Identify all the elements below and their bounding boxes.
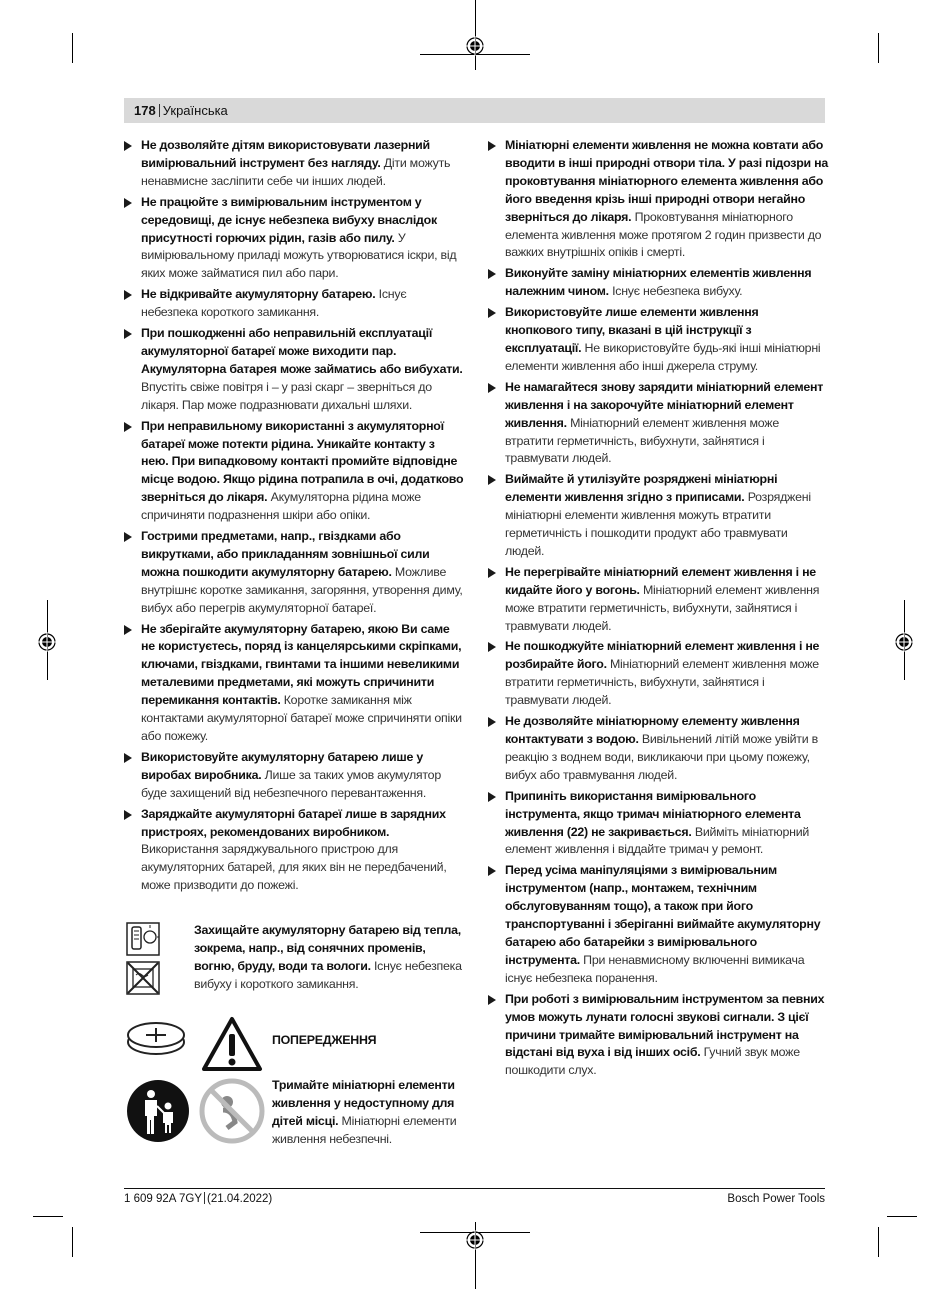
safety-item [124,194,464,284]
safety-item-normal: Мініатюрний елемент живлення може втратити герметичність, вибухнути, зайнятися і травмувати людей. [505,657,819,708]
bullet-arrow-icon [124,422,132,432]
bullet-arrow-icon [124,532,132,542]
safety-item [488,788,828,860]
battery-protect-normal: Існує небезпека вибуху і короткого замикання. [194,958,462,991]
no-water-icon [126,961,160,995]
safety-item-normal: Розряджені мініатюрні елементи живлення можуть втратити герметичність і пошкодити продукт або травмувати людей. [505,490,811,558]
children-notice [272,1077,464,1149]
safety-item [488,379,828,469]
crop-mark [475,0,476,70]
bullet-arrow-icon [488,717,496,727]
safety-item-bold: Не дозволяйте дітям використовувати лазерний вимірювальний інструмент без нагляду. [141,138,430,170]
safety-item-bold: Гострими предметами, напр., гвіздками або викрутками, або прикладанням зовнішньої сили можна пошкодити акумуляторну батарею. [141,529,430,579]
safety-item-normal: Акумуляторна рідина може спричиняти подразнення шкіри або опіки. [141,490,421,523]
safety-item [488,265,828,301]
safety-item-normal: Існує небезпека вибуху. [612,284,743,299]
safety-item [124,528,464,618]
battery-protect-notice [194,922,462,994]
safety-item-bold: При роботі з вимірювальним інструментом за певних умов можуть лунати голосні звукові сигнали. З цієї причини тримайте вимірювальний інструмент на відстані від вуха і від інших осіб. [505,991,825,1060]
footer-separator [204,1192,205,1204]
brand-name: Bosch Power Tools [727,1193,825,1205]
safety-item-normal: Існує небезпека короткого замикання. [141,287,407,320]
safety-item [488,862,828,987]
footer-doc-info [124,1192,272,1206]
doc-date: (21.04.2022) [207,1193,273,1205]
crop-mark [33,1216,63,1217]
safety-item-normal: Вивільнений літій може увійти в реакцію з воднем води, викликаючи при цьому пожежу, вибух або травмування людей. [505,732,818,782]
footer-brand [727,1192,825,1206]
safety-item-bold: Не відкривайте акумуляторну батарею. [141,287,376,302]
safety-item [488,638,828,710]
crop-mark [887,1216,917,1217]
safety-item-bold: Не пошкоджуйте мініатюрний елемент живлення і не розбирайте його. [505,639,820,672]
registration-mark-icon [37,632,57,652]
safety-item [488,564,828,636]
heat-warning-icon [126,922,160,956]
bullet-arrow-icon [488,995,496,1005]
safety-item-normal: Коротке замикання між контактами акумуляторної батареї може спричиняти опіки або пожежу. [141,693,462,743]
safety-item-normal: Вийміть мініатюрний елемент живлення і віддайте тримач у ремонт. [505,824,810,857]
safety-item [488,713,828,785]
battery-protect-bold: Захищайте акумуляторну батарею від тепла, зокрема, напр., від сонячних променів, вогню, бруду, води та вологи. [194,923,461,973]
safety-item [124,137,464,191]
safety-item [124,286,464,322]
right-column [488,137,828,1083]
children-notice-bold: Тримайте мініатюрні елементи живлення у недоступному для дітей місці. [272,1078,455,1128]
safety-item-bold: Використовуйте лише елементи живлення кнопкового типу, вказані в цій інструкції з експлуатації. [505,305,759,355]
keep-away-children-icon [126,1078,190,1144]
safety-item-bold: Виконуйте заміну мініатюрних елементів живлення належним чином. [505,266,812,299]
coin-cell-icon [126,1020,186,1056]
registration-mark-icon [465,1230,485,1250]
bullet-arrow-icon [124,290,132,300]
safety-item-bold: Не працюйте з вимірювальним інструментом у середовищі, де існує небезпека вибуху внаслідок присутності горючих рідин, газів або пилу. [141,194,437,245]
bullet-arrow-icon [488,475,496,485]
crop-mark [72,33,73,63]
safety-item [488,991,828,1081]
safety-item-bold: Припиніть використання вимірювального інструмента, якщо тримач мініатюрного елемента живлення (22) не закривається. [505,788,801,839]
safety-item-normal: Використання заряджувального пристрою для акумуляторних батарей, для яких він не передбачений, може призводити до пожежі. [141,842,447,893]
bullet-arrow-icon [124,198,132,208]
safety-item [488,471,828,561]
header-separator [159,104,160,117]
safety-item-normal: Мініатюрний елемент живлення може втратити герметичність, вибухнути, зайнятися і травмувати людей. [505,582,820,633]
crop-mark [878,1227,879,1257]
safety-item [488,137,828,262]
bullet-arrow-icon [488,141,496,151]
page-number: 178 [134,103,156,118]
language-label: Українська [162,103,228,118]
safety-item-normal: Лише за таких умов акумулятор буде захищений від небезпечного перевантаження. [141,767,441,800]
safety-item [124,418,464,525]
bullet-arrow-icon [488,269,496,279]
left-column [124,137,464,898]
registration-mark-icon [894,632,914,652]
bullet-arrow-icon [124,753,132,763]
safety-item-bold: Не намагайтеся знову зарядити мініатюрний елемент живлення і на закорочуйте мініатюрний елемент живлення. [505,379,824,430]
safety-item-bold: Виймайте й утилізуйте розряджені мініатюрні елементи живлення згідно з приписами. [505,472,778,505]
bullet-arrow-icon [488,792,496,802]
safety-item-normal: Можливе внутрішнє коротке замикання, загоряння, утворення диму, вибух або перегрів акумуляторної батареї. [141,564,463,615]
bullet-arrow-icon [488,642,496,652]
warning-text: ПОПЕРЕДЖЕННЯ [272,1033,377,1047]
safety-item-normal: Діти можуть ненавмисне засліпити себе чи інших людей. [141,155,451,188]
safety-item-bold: При пошкодженні або неправильній експлуатації акумуляторної батареї може виходити пар. Акумуляторна батарея може займатись або вибухати. [141,326,463,376]
safety-item-normal: Мініатюрний елемент живлення може втратити герметичність, вибухнути, зайнятися і травмувати людей. [505,415,779,466]
bullet-arrow-icon [488,383,496,393]
registration-mark-icon [465,36,485,56]
crop-mark [878,33,879,63]
safety-item-bold: Не зберігайте акумуляторну батарею, якою Ви саме не користуєтесь, поряд із канцелярськими скріпками, ключами, гвіздками, гвинтами та іншими невеликими металевими предметами, які можуть спричинити перемикання контактів. [141,621,462,708]
safety-item-normal: Впустіть свіже повітря і – у разі скарг – зверніться до лікаря. Пар може подразнювати дихальні шляхи. [141,379,432,412]
safety-item-bold: Не перегрівайте мініатюрний елемент живлення і не кидайте його у вогонь. [505,564,816,597]
safety-item-bold: Перед усіма маніпуляціями з вимірювальним інструментом (напр., монтажем, технічним обслуговуванням тощо), а також при його транспортуванні і зберіганні виймайте акумуляторну батарею або батарейки з вимірювального інструмента. [505,863,821,967]
safety-item-normal: Гучний звук може пошкодити слух. [505,1045,800,1078]
safety-item [124,621,464,746]
safety-item-normal: У вимірювальному приладі можуть утворюватися іскри, від яких може займатися пил або пари. [141,230,457,281]
safety-item-bold: Використовуйте акумуляторну батарею лише у виробах виробника. [141,749,423,782]
footer-rule [124,1188,825,1189]
safety-item [124,749,464,803]
doc-number: 1 609 92A 7GY [124,1193,203,1205]
children-notice-normal: Мініатюрні елементи живлення небезпечні. [272,1113,457,1146]
bullet-arrow-icon [124,810,132,820]
safety-item-normal: Проковтування мініатюрного елемента живлення може протягом 2 годин призвести до важких внутрішніх опіків і смерті. [505,209,822,260]
safety-item-bold: Мініатюрні елементи живлення не можна ковтати або вводити в інші природні отвори тіла. У разі підозри на проковтування мініатюрного елемента живлення або його введення крізь інші природні отвори негайно зверніться до лікаря. [505,138,828,224]
safety-item-bold: Не дозволяйте мініатюрному елементу живлення контактувати з водою. [505,714,800,746]
bullet-arrow-icon [488,866,496,876]
safety-item-bold: При неправильному використанні з акумуляторної батареї може потекти рідина. Уникайте контакту з нею. При випадковому контакті промийте відповідне місце водою. Якщо рідина потрапила в очі, додатково зверніться до лікаря. [141,418,464,505]
crop-mark [72,1227,73,1257]
bullet-arrow-icon [124,329,132,339]
page-header [124,98,825,123]
safety-item-normal: Не використовуйте будь-які інші мініатюрні елементи живлення або інші джерела струму. [505,340,821,373]
safety-item-normal: При ненавмисному включенні вимикача існує небезпека поранення. [505,952,805,985]
bullet-arrow-icon [124,141,132,151]
safety-item-bold: Заряджайте акумуляторні батареї лише в зарядних пристроях, рекомендованих виробником. [141,806,446,839]
safety-item [488,304,828,376]
no-swallow-icon [199,1078,265,1144]
warning-label [272,1032,376,1050]
bullet-arrow-icon [488,568,496,578]
header-text [134,103,228,118]
warning-triangle-icon [201,1016,263,1072]
bullet-arrow-icon [488,308,496,318]
safety-item [124,325,464,415]
safety-item [124,806,464,896]
bullet-arrow-icon [124,625,132,635]
